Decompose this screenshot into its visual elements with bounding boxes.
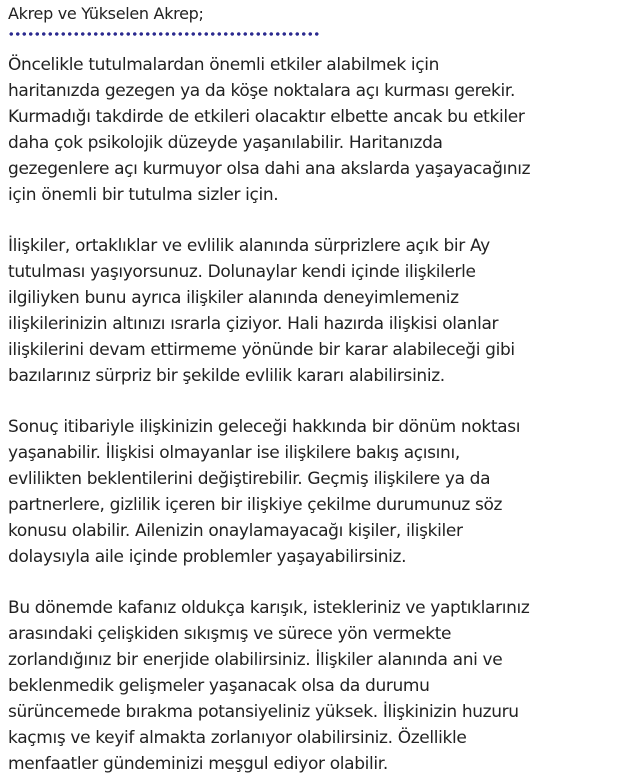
dotted-divider (8, 32, 320, 36)
text-line: arasındaki çelişkiden sıkışmış ve sürece yön vermekte (8, 624, 452, 644)
text-line: konusu olabilir. Ailenizin onaylamayacağı kişiler, ilişkiler (8, 521, 463, 541)
text-line: partnerlere, gizlilik içeren bir ilişkiye çekilme durumunuz söz (8, 495, 503, 515)
text-line: tutulması yaşıyorsunuz. Dolunaylar kendi içinde ilişkilerle (8, 262, 476, 282)
paragraph-4 (8, 595, 638, 777)
text-line: ilgiliyken bunu ayrıca ilişkiler alanında deneyimlemeniz (8, 288, 459, 308)
text-line: İlişkiler, ortaklıklar ve evlilik alanında sürprizlere açık bir Ay (8, 236, 490, 256)
text-line: gezegenlere açı kurmuyor olsa dahi ana akslarda yaşayacağınız (8, 159, 531, 179)
text-line: için önemli bir tutulma sizler için. (8, 185, 279, 205)
text-line: daha çok psikolojik düzeyde yaşanılabilir. Haritanızda (8, 133, 443, 153)
paragraph-3 (8, 414, 638, 570)
text-line: haritanızda gezegen ya da köşe noktalara açı kurması gerekir. (8, 81, 516, 101)
text-line: evlilikten beklentilerini değiştirebilir. Geçmiş ilişkilere ya da (8, 469, 491, 489)
text-line: Sonuç itibariyle ilişkinizin geleceği hakkında bir dönüm noktası (8, 417, 521, 437)
text-line: kaçmış ve keyif almakta zorlanıyor olabilirsiniz. Özellikle (8, 728, 467, 748)
text-line: Öncelikle tutulmalardan önemli etkiler alabilmek için (8, 55, 440, 75)
text-line: yaşanabilir. İlişkisi olmayanlar ise ilişkilere bakış açısını, (8, 443, 460, 463)
text-line: menfaatler gündeminizi meşgul ediyor olabilir. (8, 754, 388, 774)
text-line: sürüncemede bırakma potansiyeliniz yüksek. İlişkinizin huzuru (8, 702, 519, 722)
text-line: bazılarınız sürpriz bir şekilde evlilik kararı alabilirsiniz. (8, 366, 445, 386)
text-line: ilişkilerini devam ettirmeme yönünde bir karar alabileceği gibi (8, 340, 515, 360)
text-line: dolaysıyla aile içinde problemler yaşayabilirsiniz. (8, 547, 407, 567)
text-line: ilişkilerinizin altınızı ısrarla çiziyor. Hali hazırda ilişkisi olanlar (8, 314, 499, 334)
article-heading: Akrep ve Yükselen Akrep; (8, 4, 204, 23)
text-line: beklenmedik gelişmeler yaşanacak olsa da durumu (8, 676, 430, 696)
paragraph-1 (8, 52, 638, 208)
text-line: Bu dönemde kafanız oldukça karışık, istekleriniz ve yaptıklarınız (8, 598, 530, 618)
text-line: zorlandığınız bir enerjide olabilirsiniz. İlişkiler alanında ani ve (8, 650, 503, 670)
article (8, 0, 638, 777)
paragraph-2 (8, 233, 638, 389)
text-line: Kurmadığı takdirde de etkileri olacaktır elbette ancak bu etkiler (8, 107, 525, 127)
